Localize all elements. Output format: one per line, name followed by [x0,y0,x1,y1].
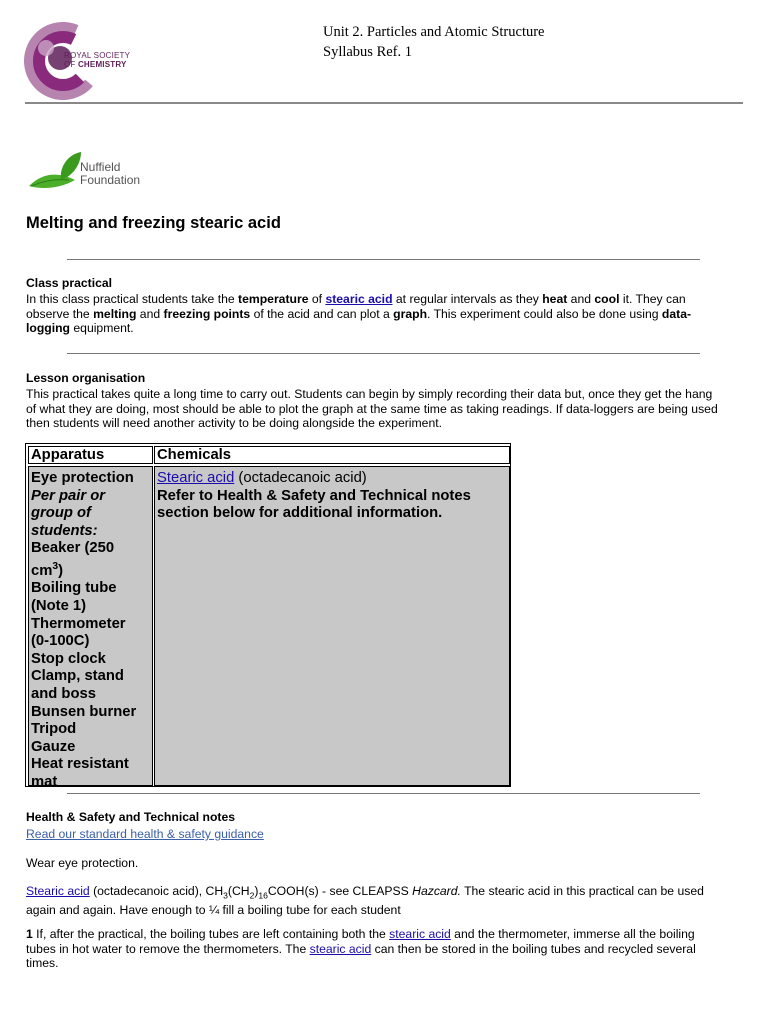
stearic-acid-link[interactable]: stearic acid [325,292,393,306]
stearic-acid-table-link[interactable]: Stearic acid [157,470,235,486]
nuffield-line1: Nuffield [80,160,121,174]
lesson-text: This practical takes quite a long time to carry out. Students can begin by simply recording their data but, once they get the hang of what they are doing, most should be able to plot the graph at the same time as taking readings. If data-loggers are being used then students will need another activity to be doing alongside the experiment. [26,387,718,430]
apparatus-chemicals-table [25,443,511,791]
class-practical-heading: Class practical [26,276,113,290]
lesson-heading: Lesson organisation [26,371,146,385]
header-rule [25,102,743,104]
stearic-acid-note-link[interactable]: Stearic acid [26,884,90,898]
divider-3 [67,793,700,794]
rsc-logo-line1: ROYAL SOCIETY [64,51,131,60]
technical-note-1: 1 If, after the practical, the boiling tubes are left containing both the stearic acid and the thermometer, immerse all the boiling tubes in hot water to remove the thermometers. The stearic acid can then be stored in the boiling tubes and recycled several times. [26,927,696,970]
rsc-logo-line2: OF [64,59,76,69]
page-title: Melting and freezing stearic acid [26,214,281,232]
stearic-acid-note-link-2[interactable]: stearic acid [389,927,451,941]
rsc-logo-line3: CHEMISTRY [77,59,127,69]
wear-eye-protection: Wear eye protection. [26,856,139,870]
leaf-logo-icon [25,150,85,194]
syllabus-ref: Syllabus Ref. 1 [323,44,413,60]
apparatus-list: Eye protection Per pair or group of students: Beaker (250 $cm^3$) Boiling tube (Note 1) Thermometer (0-100C) Stop clock Clamp, stand and boss Bunsen burner Tripod Gauze Heat resistant mat [28,466,153,786]
chemicals-header: Chemicals [154,446,510,464]
nuffield-line2: Foundation [80,173,141,187]
nuffield-logo [25,150,155,194]
health-heading: Health & Safety and Technical notes [26,810,236,824]
stearic-acid-note: Stearic acid (octadecanoic acid), $CH_3(CH_2)_{16}COOH(s)$ - see CLEAPSS Hazcard. The stearic acid in this practical can be used again and again. Have enough to ¼ fill a boiling tube for each student [26,884,704,917]
chemicals-list: Stearic acid (octadecanoic acid) Refer to Health & Safety and Technical notes section below for additional information. [154,466,510,786]
stearic-acid-note-link-3[interactable]: stearic acid [309,941,372,956]
divider-1 [67,259,700,260]
health-safety-guidance-link[interactable]: Read our standard health & safety guidance [26,827,264,841]
unit-title: Unit 2. Particles and Atomic Structure [323,24,545,40]
apparatus-header: Apparatus [28,446,153,464]
divider-2 [67,353,700,354]
rsc-logo [24,22,148,100]
class-practical-text: In this class practical students take the temperature of stearic acid at regular intervals as they heat and cool it. They can observe the melting and freezing points of the acid and can plot a graph. This experiment could also be done using data- logging equipment. [26,292,692,335]
